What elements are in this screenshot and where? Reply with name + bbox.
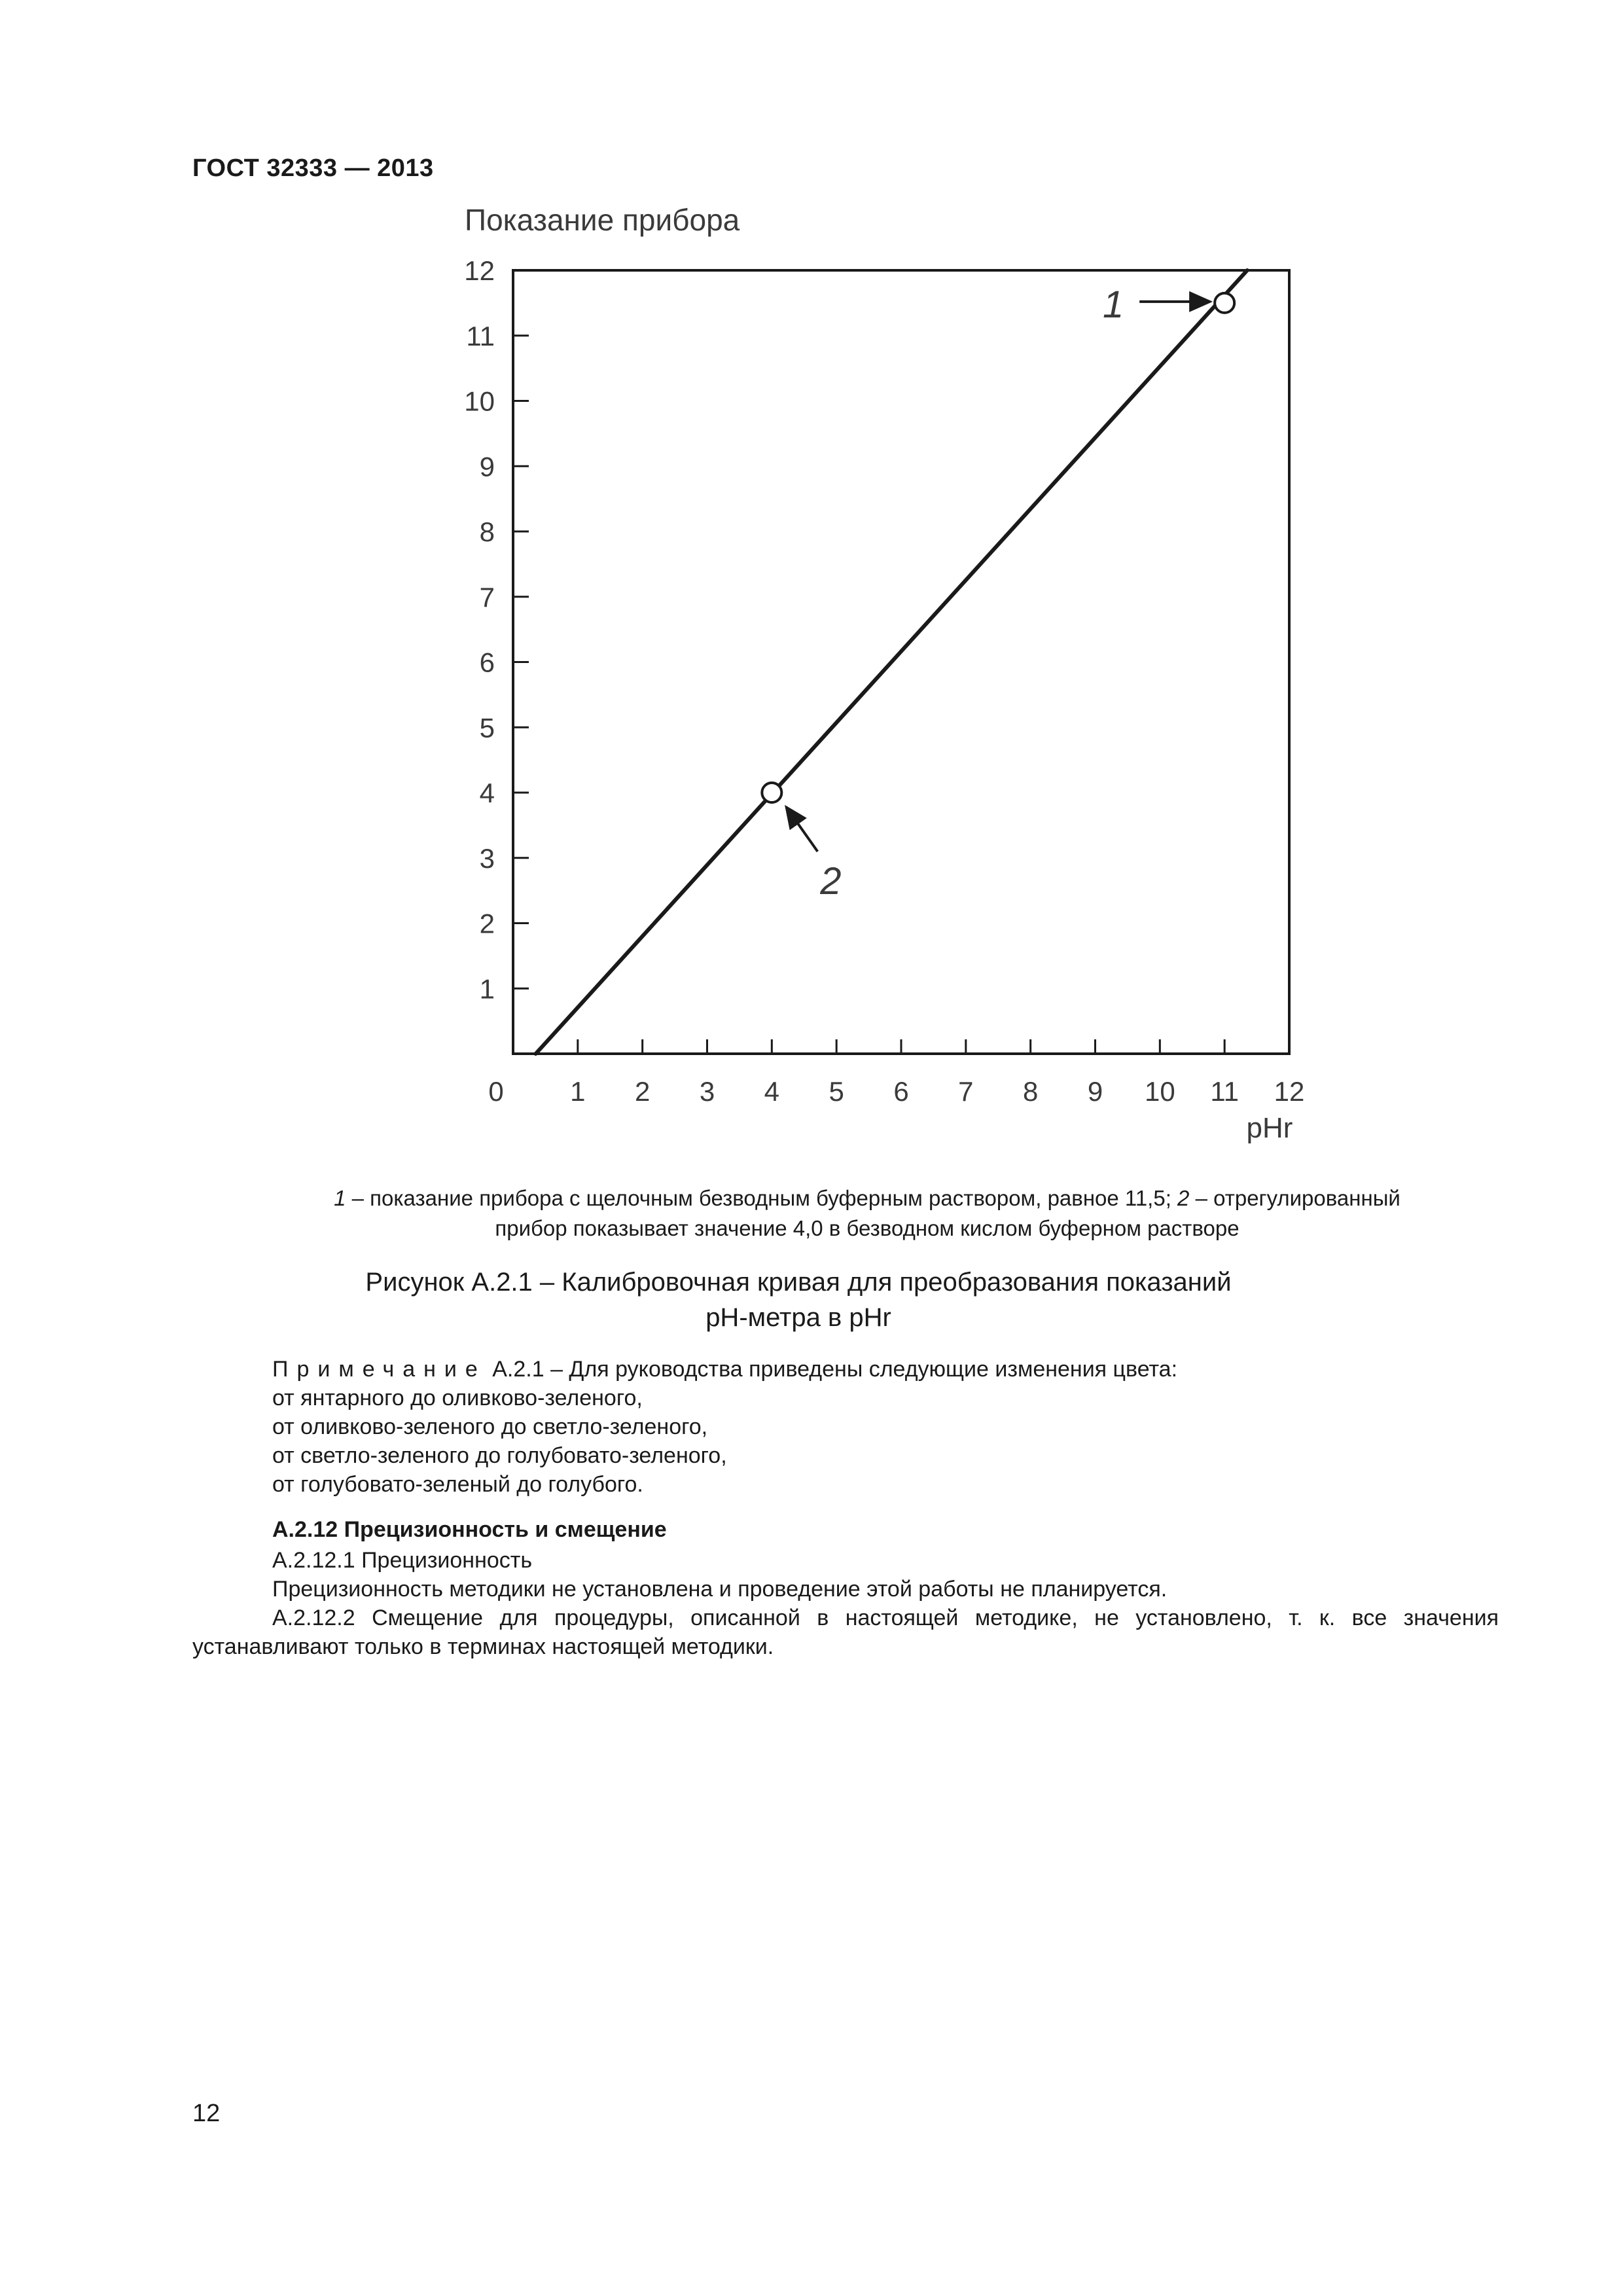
point-marker-2 — [762, 783, 781, 802]
point-marker-1 — [1215, 293, 1234, 313]
y-axis-label: Показание прибора — [465, 203, 740, 237]
x-tick-label: 5 — [829, 1076, 844, 1107]
legend-text-2: – отрегулированный — [1189, 1186, 1400, 1210]
caption-line-2: pH-метра в pHr — [705, 1303, 891, 1332]
y-tick-label: 12 — [464, 255, 495, 286]
x-tick-label: 10 — [1144, 1076, 1175, 1107]
caption-line-1: Рисунок А.2.1 – Калибровочная кривая для преобразования показаний — [365, 1268, 1232, 1297]
y-tick-label: 2 — [479, 908, 495, 939]
note-item: от оливково-зеленого до светло-зеленого, — [272, 1414, 708, 1439]
x-tick-label: 9 — [1087, 1076, 1103, 1107]
x-tick-label: 11 — [1210, 1076, 1239, 1107]
note-label: Примечание — [272, 1357, 486, 1382]
paragraph-bias: А.2.12.2 Смещение для процедуры, описанной в настоящей методике, не установлено, т. к. все значения устанавливают только в терминах настоящей методики. — [192, 1605, 1499, 1659]
subsection-title: А.2.12.1 Прецизионность — [272, 1548, 533, 1573]
note-item: от янтарного до оливково-зеленого, — [272, 1386, 643, 1410]
point-label-1: 1 — [1103, 283, 1124, 326]
point-label-2: 2 — [820, 860, 842, 903]
x-tick-label: 4 — [764, 1076, 780, 1107]
legend-line-1 — [216, 1183, 1518, 1213]
y-tick-label: 6 — [479, 647, 495, 678]
section-title: А.2.12 Прецизионность и смещение — [272, 1517, 667, 1542]
x-tick-label: 6 — [893, 1076, 909, 1107]
paragraph-precision: Прецизионность методики не установлена и проведение этой работы не планируется. — [272, 1577, 1168, 1602]
x-tick-label: 0 — [488, 1076, 504, 1107]
note-intro: А.2.1 – Для руководства приведены следующие изменения цвета: — [486, 1357, 1178, 1382]
page-number: 12 — [192, 2100, 221, 2127]
x-tick-label: 7 — [958, 1076, 974, 1107]
calibration-line — [536, 270, 1247, 1054]
note-item: от светло-зеленого до голубовато-зеленого, — [272, 1443, 727, 1468]
legend-number-2: 2 — [1177, 1186, 1190, 1210]
y-tick-label: 4 — [479, 778, 495, 808]
y-tick-label: 10 — [464, 386, 495, 417]
legend-line-2: прибор показывает значение 4,0 в безводном кислом буферном растворе — [495, 1216, 1240, 1240]
y-tick-label: 11 — [466, 320, 495, 351]
y-tick-label: 5 — [479, 712, 495, 744]
y-tick-label: 1 — [479, 973, 495, 1005]
figure-legend — [216, 1183, 1518, 1244]
x-tick-label: 2 — [634, 1076, 651, 1107]
legend-text-1: – показание прибора с щелочным безводным буферным раствором, равное 11,5; — [346, 1186, 1178, 1210]
note-item: от голубовато-зеленый до голубого. — [272, 1472, 643, 1497]
x-tick-label: 1 — [570, 1076, 586, 1107]
y-tick-label: 3 — [479, 842, 495, 874]
legend-number-1: 1 — [334, 1186, 346, 1210]
plot-frame — [513, 270, 1289, 1054]
x-tick-label: 12 — [1274, 1076, 1305, 1107]
figure-caption — [340, 1265, 1257, 1335]
y-tick-label: 7 — [479, 581, 495, 613]
note-block — [272, 1355, 1177, 1499]
point-arrow-2 — [786, 807, 817, 852]
x-tick-label: 3 — [699, 1076, 715, 1107]
y-tick-label: 8 — [479, 516, 495, 547]
x-axis-label: pHr — [1246, 1112, 1293, 1144]
note-heading — [272, 1355, 1177, 1384]
x-tick-label: 8 — [1022, 1076, 1039, 1107]
y-tick-label: 9 — [479, 451, 495, 482]
document-header: ГОСТ 32333 — 2013 — [192, 154, 434, 182]
